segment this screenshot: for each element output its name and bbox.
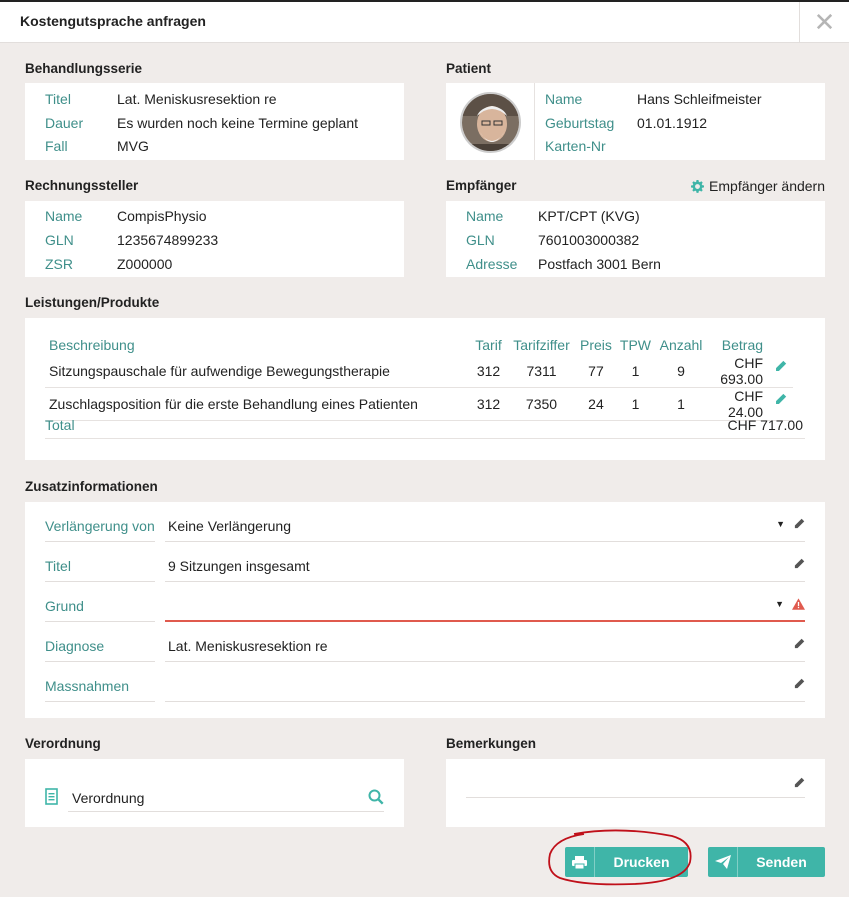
emp-value-adresse: Postfach 3001 Bern <box>538 256 661 272</box>
document-icon <box>45 788 58 805</box>
rs-value-gln: 1235674899233 <box>117 232 219 248</box>
cell-preis: 77 <box>576 355 616 388</box>
rs-value-name: CompisPhysio <box>117 208 207 224</box>
paper-plane-icon <box>708 847 738 877</box>
pencil-icon[interactable] <box>793 638 805 650</box>
total-value: CHF 717.00 <box>727 417 803 433</box>
empfaenger-aendern-link[interactable] <box>691 178 825 194</box>
field-label: Diagnose <box>45 638 105 654</box>
bemerkungen-underline <box>466 797 805 798</box>
col-beschreibung: Beschreibung <box>49 337 135 353</box>
pencil-icon[interactable] <box>793 558 805 570</box>
rs-value-zsr: Z000000 <box>117 256 173 272</box>
cell-betrag-wrap <box>707 388 793 421</box>
chevron-down-icon[interactable]: ▼ <box>776 519 785 529</box>
patient-value-name: Hans Schleifmeister <box>637 91 762 107</box>
patient-label-name: Name <box>545 91 583 107</box>
pencil-icon[interactable] <box>793 777 805 789</box>
chevron-down-icon[interactable]: ▼ <box>775 599 784 609</box>
cell-betrag: CHF 693.00 <box>720 355 764 387</box>
cell-tpw: 1 <box>616 355 655 388</box>
behandlung-value-dauer: Es wurden noch keine Termine geplant <box>117 115 359 131</box>
send-button[interactable] <box>708 847 825 877</box>
emp-label-adresse: Adresse <box>466 256 518 272</box>
cell-preis: 24 <box>576 388 616 421</box>
total-label: Total <box>45 417 75 433</box>
field-label: Titel <box>45 558 71 574</box>
field-grund[interactable] <box>45 582 805 622</box>
behandlung-label-fall: Fall <box>45 138 68 154</box>
bemerkungen-input[interactable] <box>466 770 805 798</box>
empfaenger-title: Empfänger <box>446 178 517 193</box>
emp-value-gln: 7601003000382 <box>538 232 640 248</box>
rechnungssteller-title: Rechnungssteller <box>25 178 139 193</box>
col-tarifziffer: Tarifziffer <box>513 337 570 353</box>
rs-label-name: Name <box>45 208 83 224</box>
empfaenger-aendern-label: Empfänger ändern <box>709 178 825 194</box>
verordnung-underline <box>68 811 384 812</box>
field-massnahmen[interactable] <box>45 662 805 702</box>
table-row <box>45 388 793 421</box>
diagnose-input[interactable]: Lat. Meniskusresektion re <box>168 638 328 654</box>
field-titel[interactable] <box>45 542 805 582</box>
field-label: Verlängerung von <box>45 518 155 534</box>
cell-betrag-wrap <box>707 355 793 388</box>
cell-betrag: CHF 24.00 <box>727 388 764 420</box>
cell-tarifziffer: 7311 <box>507 355 576 388</box>
edit-icon[interactable] <box>774 360 787 373</box>
zusatz-title: Zusatzinformationen <box>25 479 158 494</box>
pencil-icon[interactable] <box>793 678 805 690</box>
annotation-circle <box>544 828 696 890</box>
rs-label-zsr: ZSR <box>45 256 73 272</box>
verordnung-title: Verordnung <box>25 736 101 751</box>
cell-anzahl: 9 <box>655 355 707 388</box>
emp-label-name: Name <box>466 208 504 224</box>
dialog-title: Kostengutsprache anfragen <box>20 13 206 29</box>
verordnung-item[interactable]: Verordnung <box>72 790 145 806</box>
edit-icon[interactable] <box>774 393 787 406</box>
behandlung-label-dauer: Dauer <box>45 115 84 131</box>
col-tpw: TPW <box>619 337 652 353</box>
patient-divider <box>534 83 535 160</box>
search-icon[interactable] <box>368 789 384 805</box>
gear-icon <box>691 180 704 193</box>
patient-title: Patient <box>446 61 492 76</box>
behandlung-value-titel: Lat. Meniskusresektion re <box>117 91 277 107</box>
table-row <box>45 355 793 388</box>
patient-label-geburtstag: Geburtstag <box>545 115 615 131</box>
patient-label-karten-nr: Karten-Nr <box>545 138 606 154</box>
leistungen-title: Leistungen/Produkte <box>25 295 160 310</box>
print-label: Drucken <box>613 854 670 870</box>
cell-tarifziffer: 7350 <box>507 388 576 421</box>
col-tarif: Tarif <box>475 337 502 353</box>
field-label: Massnahmen <box>45 678 130 694</box>
cell-beschreibung: Zuschlagsposition für die erste Behandlung eines Patienten <box>45 388 470 421</box>
avatar <box>460 92 521 153</box>
rs-label-gln: GLN <box>45 232 74 248</box>
field-diagnose[interactable] <box>45 622 805 662</box>
emp-value-name: KPT/CPT (KVG) <box>538 208 640 224</box>
field-verlaengerung[interactable] <box>45 502 805 542</box>
verlaengerung-select[interactable]: Keine Verlängerung <box>168 518 291 534</box>
patient-value-geburtstag: 01.01.1912 <box>637 115 708 131</box>
cell-tarif: 312 <box>470 388 507 421</box>
field-label: Grund <box>45 598 84 614</box>
titel-input[interactable]: 9 Sitzungen insgesamt <box>168 558 310 574</box>
behandlung-value-fall: MVG <box>117 138 149 154</box>
leistungen-table <box>45 335 793 421</box>
send-label: Senden <box>756 854 807 870</box>
cell-anzahl: 1 <box>655 388 707 421</box>
total-divider <box>45 438 805 439</box>
cell-tarif: 312 <box>470 355 507 388</box>
cell-tpw: 1 <box>616 388 655 421</box>
behandlungsserie-title: Behandlungsserie <box>25 61 143 76</box>
col-betrag: Betrag <box>721 337 764 353</box>
emp-label-gln: GLN <box>466 232 495 248</box>
pencil-icon[interactable] <box>793 518 805 530</box>
close-icon[interactable]: ✕ <box>799 2 849 43</box>
col-preis: Preis <box>580 337 612 353</box>
behandlung-label-titel: Titel <box>45 91 71 107</box>
bemerkungen-title: Bemerkungen <box>446 736 537 751</box>
col-anzahl: Anzahl <box>659 337 703 353</box>
dialog-header <box>0 0 849 43</box>
cell-beschreibung: Sitzungspauschale für aufwendige Bewegungstherapie <box>45 355 470 388</box>
warning-icon <box>792 598 805 610</box>
